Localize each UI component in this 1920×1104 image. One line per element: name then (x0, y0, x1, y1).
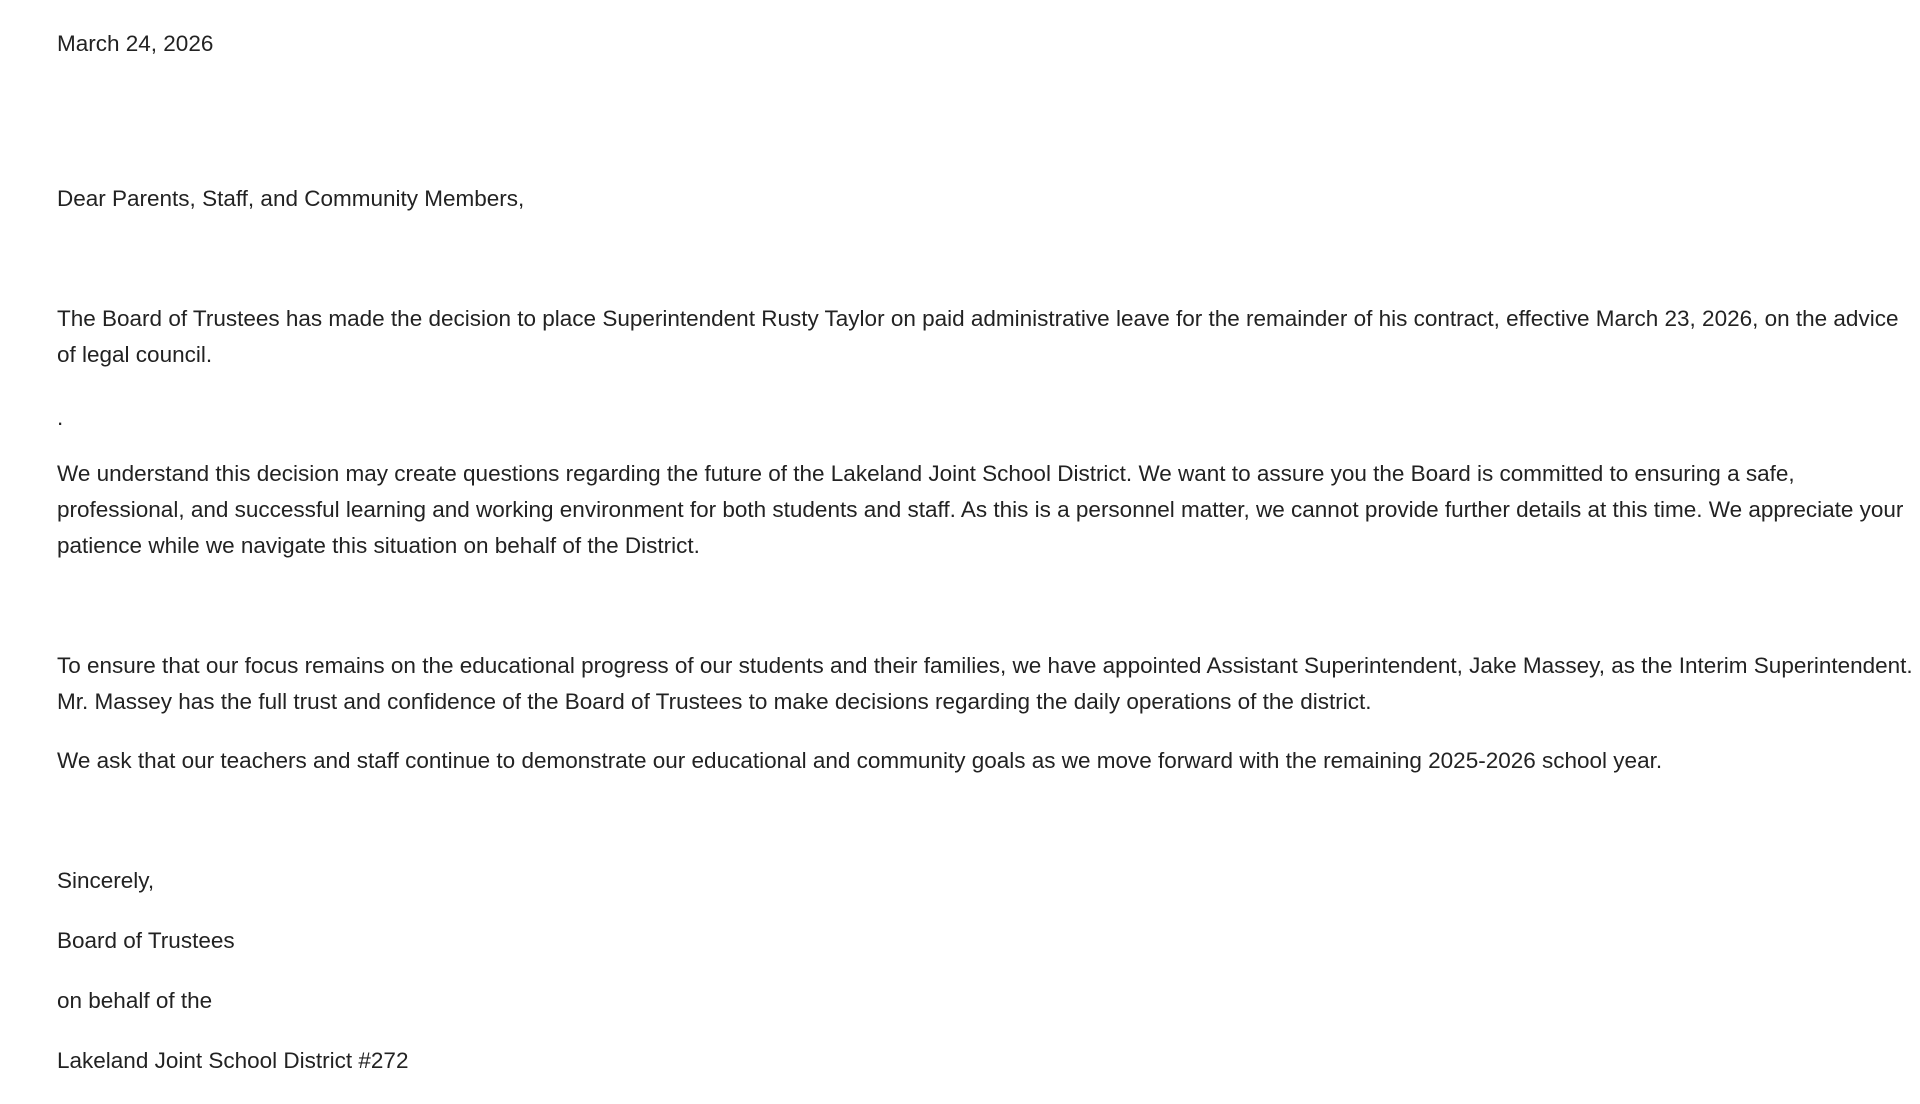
paragraph-leave-decision: The Board of Trustees has made the decision to place Superintendent Rusty Taylor on paid administrative leave for the remainder of his contract, effective March 23, 2026, on the advice of legal council. (57, 306, 1899, 367)
paragraph-district-commitment: We understand this decision may create questions regarding the future of the Lakeland Joint School District. We want to assure you the Board is committed to ensuring a safe, professional, and successful learning and working environment for both students and staff. As this is a personnel matter, we cannot provide further details at this time. We appreciate your patience while we navigate this situation on behalf of the District. (57, 461, 1904, 558)
signature-district: Lakeland Joint School District #272 (57, 1048, 409, 1073)
letter-date: March 24, 2026 (57, 31, 214, 56)
closing: Sincerely, (57, 868, 155, 893)
salutation: Dear Parents, Staff, and Community Members, (57, 186, 525, 211)
signature-on-behalf: on behalf of the (57, 988, 213, 1013)
stray-period: . (57, 405, 64, 430)
signature-board: Board of Trustees (57, 928, 235, 953)
paragraph-interim-superintendent: To ensure that our focus remains on the educational progress of our students and their families, we have appointed Assistant Superintendent, Jake Massey, as the Interim Superintendent. Mr. Massey has the full trust and confidence of the Board of Trustees to make decisions regarding the daily operations of the district. (57, 653, 1913, 714)
paragraph-school-year: We ask that our teachers and staff continue to demonstrate our educational and community goals as we move forward with the remaining 2025-2026 school year. (57, 748, 1663, 773)
